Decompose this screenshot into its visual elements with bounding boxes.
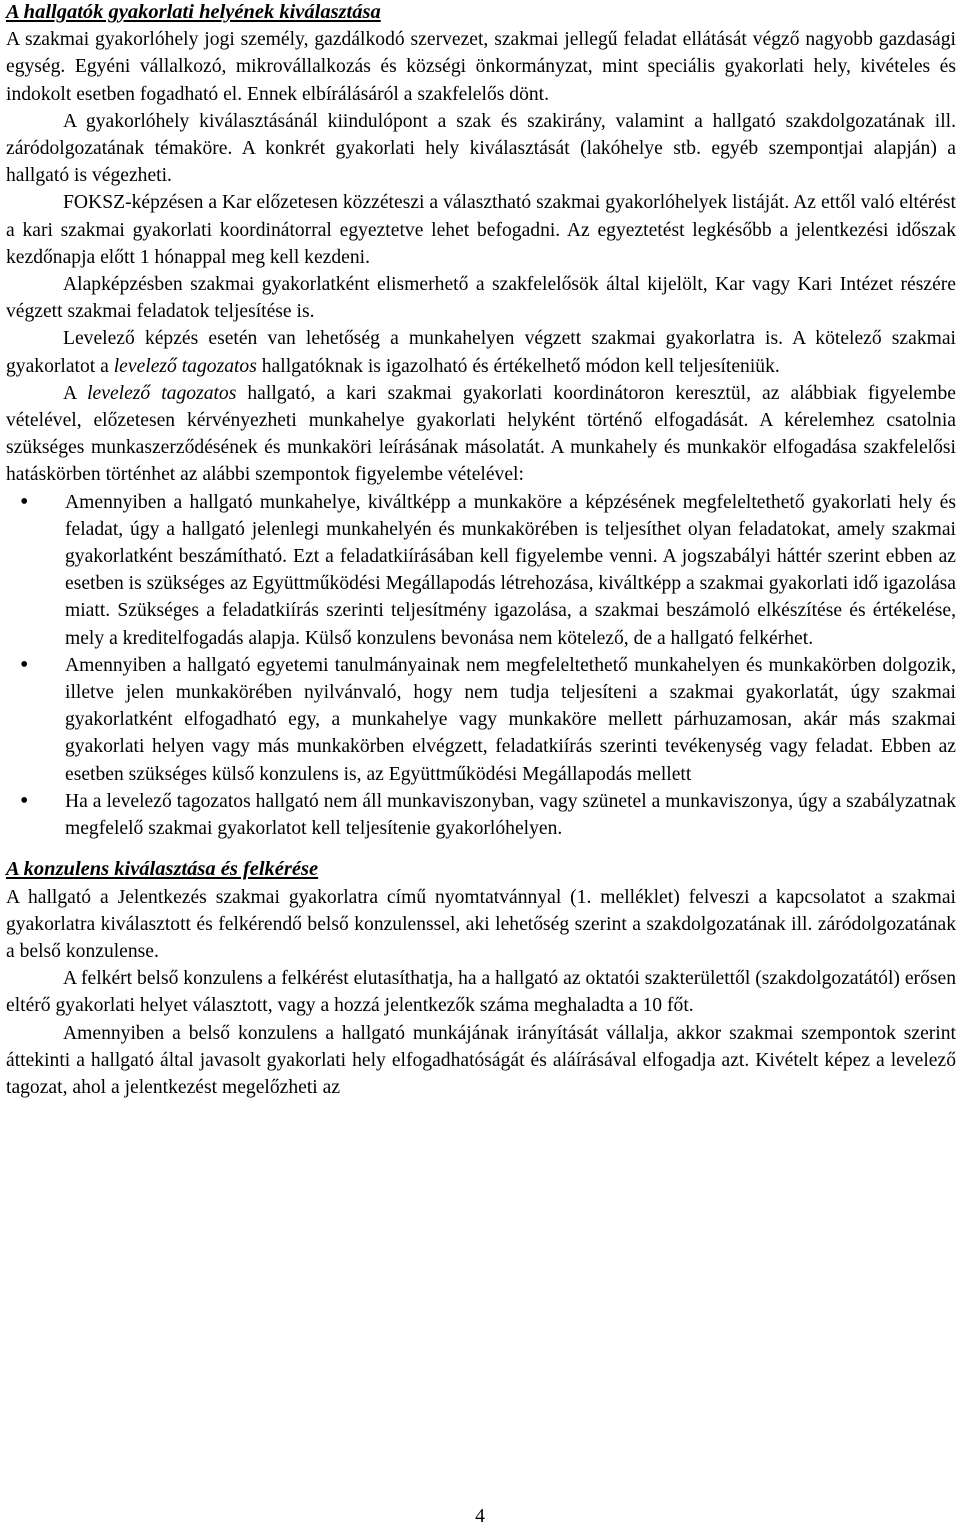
section-title: A hallgatók gyakorlati helyének kiválasztása — [6, 1, 381, 23]
list-item: • Ha a levelező tagozatos hallgató nem áll munkaviszonyban, vagy szünetel a munkaviszonya, úgy a szabályzatnak megfelelő szakmai gyakorlatot kell teljesítenie gyakorlóhelyen. — [6, 788, 956, 842]
paragraph — [6, 325, 956, 379]
text-run: Levelező képzés esetén van lehetőség a munkahelyen végzett szakmai gyakorlatra is. A kötelező szakmai gyakorlatot a — [6, 328, 956, 377]
document-page — [6, 0, 956, 1101]
paragraph — [6, 380, 956, 489]
paragraph: Alapképzésben szakmai gyakorlatként elismerhető a szakfelelősök által kijelölt, Kar vagy Kari Intézet részére végzett szakmai feladatok teljesítése is. — [6, 274, 956, 323]
bullet-list — [6, 489, 956, 843]
emphasis: levelező tagozatos — [87, 382, 237, 404]
list-item: • Amennyiben a hallgató munkahelye, kiváltképp a munkaköre a képzésének megfeleltethető gyakorlati hely és feladat, úgy a hallgató jelenlegi munkahelyén és munkakörében is teljesíthet olyan feladatokat, amely szakmai gyakorlatként beszámítható. Ezt a feladatkiírásában kell figyelembe venni. A jogszabályi háttér szerint ebben az esetben is szükséges az Együttműködési Megállapodás létrehozása, kiváltképp a szakmai gyakorlati idő igazolása miatt. Szükséges a feladatkiírás szerinti teljesítmény igazolása, a szakmai beszámoló elkészítése és értékelése, mely a kreditelfogadás alapja. Külső konzulens bevonása nem kötelező, de a hallgató felkérhet. — [6, 489, 956, 652]
text-run: hallgató, a kari szakmai gyakorlati koordinátoron keresztül, az alábbiak figyelembe vételével, előzetesen kérvényezheti munkahelye gyakorlati helyként történő elfogadását. A kérelemhez csatolnia szükséges munkaszerződésének és munkaköri leírásának másolatát. A munkahely és munkakör elfogadása szakfelelősi hatáskörben történhet az alábbi szempontok figyelembe vételével: — [6, 382, 956, 486]
emphasis: levelező tagozatos — [113, 355, 257, 377]
paragraph: A gyakorlóhely kiválasztásánál kiindulópont a szak és szakirány, valamint a hallgató szakdolgozatának ill. záródolgozatának témaköre. A konkrét gyakorlati hely kiválasztását (lakóhelye stb. egyéb szempontjai alapján) a hallgató is végezheti. — [6, 110, 956, 187]
paragraph: A felkért belső konzulens a felkérést elutasíthatja, ha a hallgató az oktatói szakterülettől (szakdolgozatától) erősen eltérő gyakorlati helyet választott, vagy a hozzá jelentkezők száma meghaladta a 10 főt. — [6, 968, 956, 1017]
list-item: • Amennyiben a hallgató egyetemi tanulmányainak nem megfeleltethető munkahelyen és munkakörben dolgozik, illetve jelen munkakörében nyilvánvaló, hogy nem tudja teljesíteni a szakmai gyakorlatát, úgy szakmai gyakorlatként elfogadható egy, a munkahelye vagy munkaköre mellett párhuzamosan, akár más szakmai gyakorlati helyen vagy más munkakörben elvégzett, feladatkiírás szerinti tevékenység vagy feladat. Ebben az esetben szükséges külső konzulens is, az Együttműködési Megállapodás mellett — [6, 652, 956, 788]
text-run: A — [63, 382, 88, 404]
paragraph: Amennyiben a belső konzulens a hallgató munkájának irányítását vállalja, akkor szakmai szempontok szerint áttekinti a hallgató által javasolt gyakorlati hely elfogadhatóságát és aláírásával elfogadja azt. Kivételt képez a levelező tagozat, ahol a jelentkezést megelőzheti az — [6, 1022, 956, 1098]
paragraph: FOKSZ-képzésen a Kar előzetesen közzéteszi a választható szakmai gyakorlóhelyek listáját. Az ettől való eltérést a kari szakmai gyakorlati koordinátorral egyeztetve lehet befogadni. Az egyeztetést legkésőbb a jelentkezési időszak kezdőnapja előtt 1 hónappal meg kell kezdeni. — [6, 192, 956, 268]
paragraph: A szakmai gyakorlóhely jogi személy, gazdálkodó szervezet, szakmai jellegű feladat ellátását végző nagyobb gazdasági egység. Egyéni vállalkozó, mikrovállalkozás és községi önkormányzat, mint speciális gyakorlati hely, kivételes és indokolt esetben fogadható el. Ennek elbírálásáról a szakfelelős dönt. — [6, 29, 956, 105]
paragraph: A hallgató a Jelentkezés szakmai gyakorlatra című nyomtatvánnyal (1. melléklet) felveszi a kapcsolatot a szakmai gyakorlatra kiválasztott és felkérendő belső konzulenssel, aki lehetőség szerint a szakdolgozatának ill. záródolgozatának a belső konzulense. — [6, 886, 956, 962]
section-title: A konzulens kiválasztása és felkérése — [6, 858, 319, 881]
page-number: 4 — [475, 1506, 485, 1527]
text-run: hallgatóknak is igazolható és értékelhető módon kell teljesíteniük. — [256, 355, 780, 377]
